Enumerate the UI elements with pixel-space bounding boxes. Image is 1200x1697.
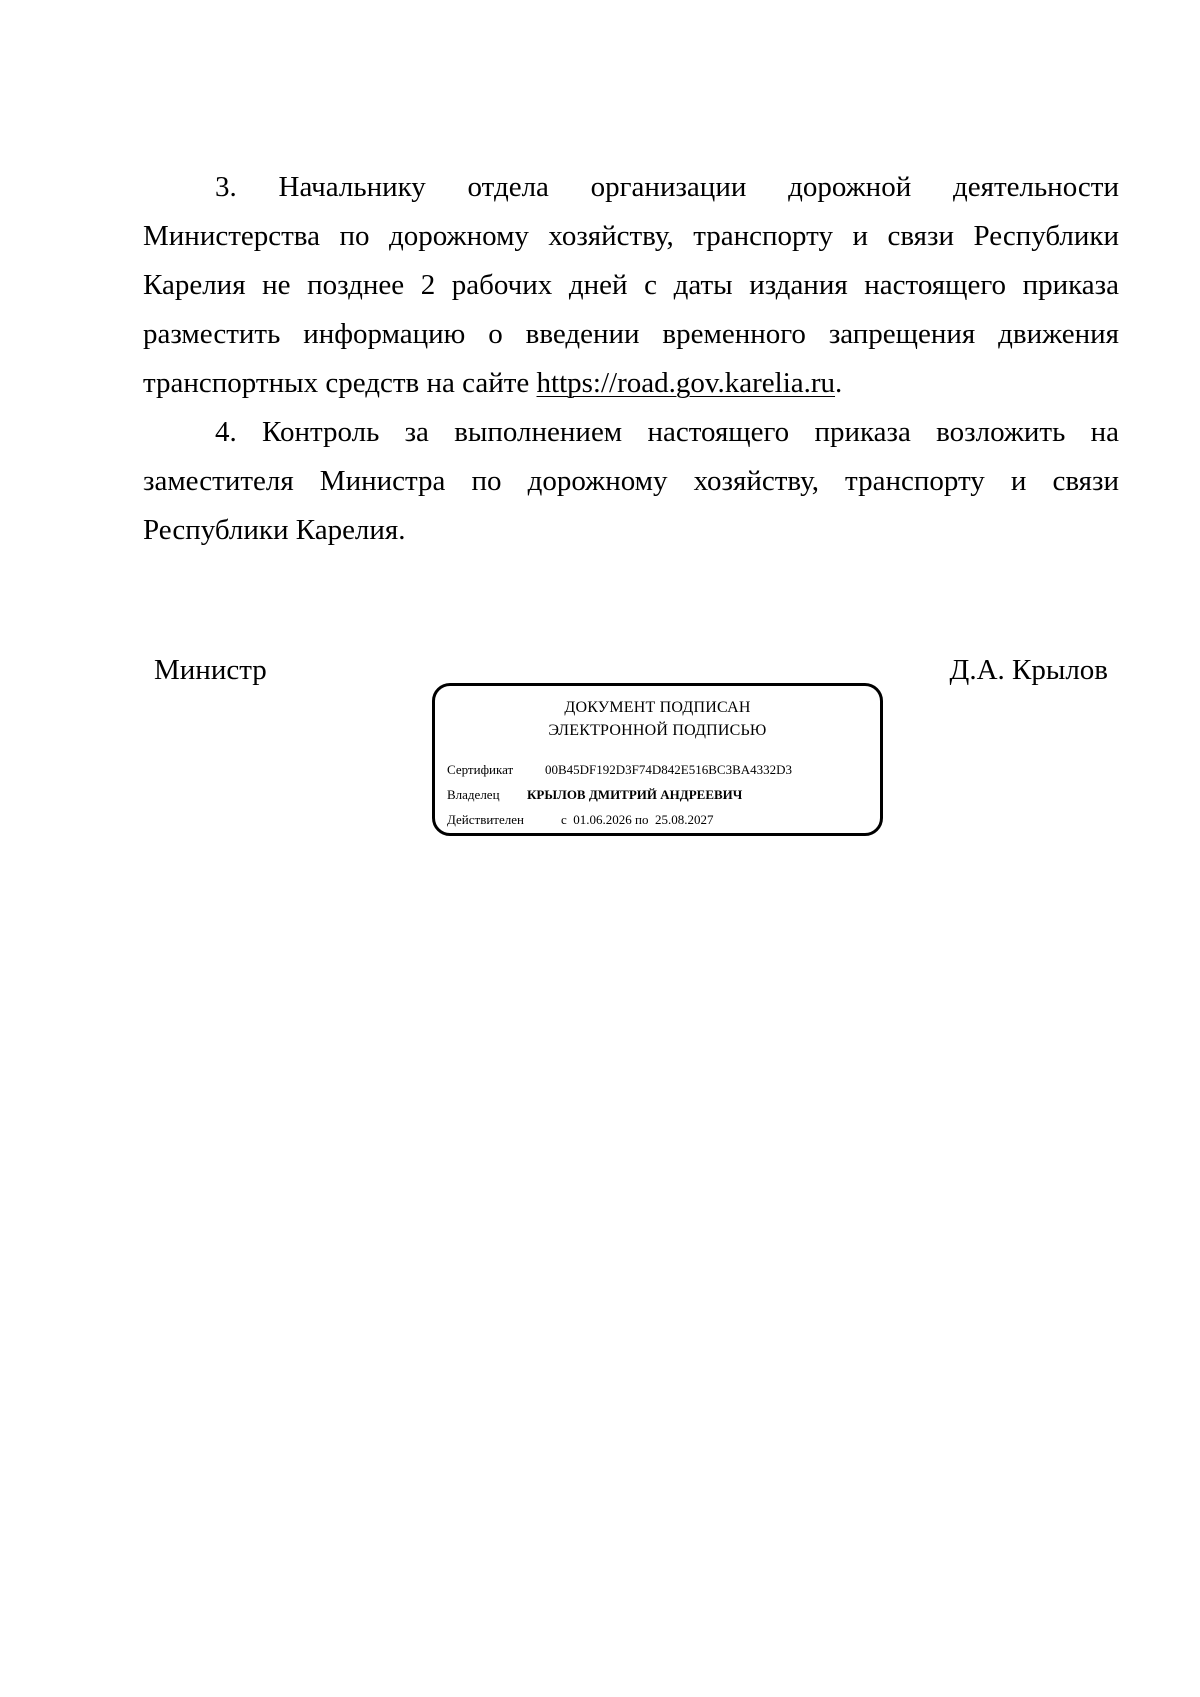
paragraph-3 xyxy=(143,163,1119,408)
validity-value: с 01.06.2026 по 25.08.2027 xyxy=(561,812,714,827)
stamp-heading-line-2: ЭЛЕКТРОННОЙ ПОДПИСЬЮ xyxy=(548,722,767,739)
signatory-name: Д.А. Крылов xyxy=(949,654,1108,686)
stamp-owner-row xyxy=(447,787,742,803)
paragraph-4-text: 4. Контроль за выполнением настоящего приказа возложить на заместителя Министра по дорожному хозяйству, транспорту и связи Республики Карелия. xyxy=(143,416,1119,546)
owner-value: КРЫЛОВ ДМИТРИЙ АНДРЕЕВИЧ xyxy=(527,787,743,802)
paragraph-4 xyxy=(143,408,1119,555)
paragraph-3-end: . xyxy=(835,367,843,399)
paragraph-3-text: 3. Начальнику отдела организации дорожной деятельности Министерства по дорожному хозяйству, транспорту и связи Республики Карелия не позднее 2 рабочих дней с даты издания настоящего приказа разместить информацию о введении временного запрещения движения транспортных средств на сайте xyxy=(143,171,1119,399)
stamp-heading xyxy=(435,696,880,742)
signatory-position: Министр xyxy=(154,654,267,686)
validity-label: Действителен xyxy=(447,812,524,827)
website-link[interactable]: https://road.gov.karelia.ru xyxy=(536,367,836,399)
stamp-certificate-row xyxy=(447,762,792,778)
document-body xyxy=(143,163,1119,555)
certificate-label: Сертификат xyxy=(447,762,514,777)
stamp-validity-row xyxy=(447,812,713,828)
owner-label: Владелец xyxy=(447,787,500,802)
stamp-heading-line-1: ДОКУМЕНТ ПОДПИСАН xyxy=(564,699,751,716)
electronic-signature-stamp xyxy=(432,683,883,836)
certificate-value: 00B45DF192D3F74D842E516BC3BA4332D3 xyxy=(545,762,793,777)
